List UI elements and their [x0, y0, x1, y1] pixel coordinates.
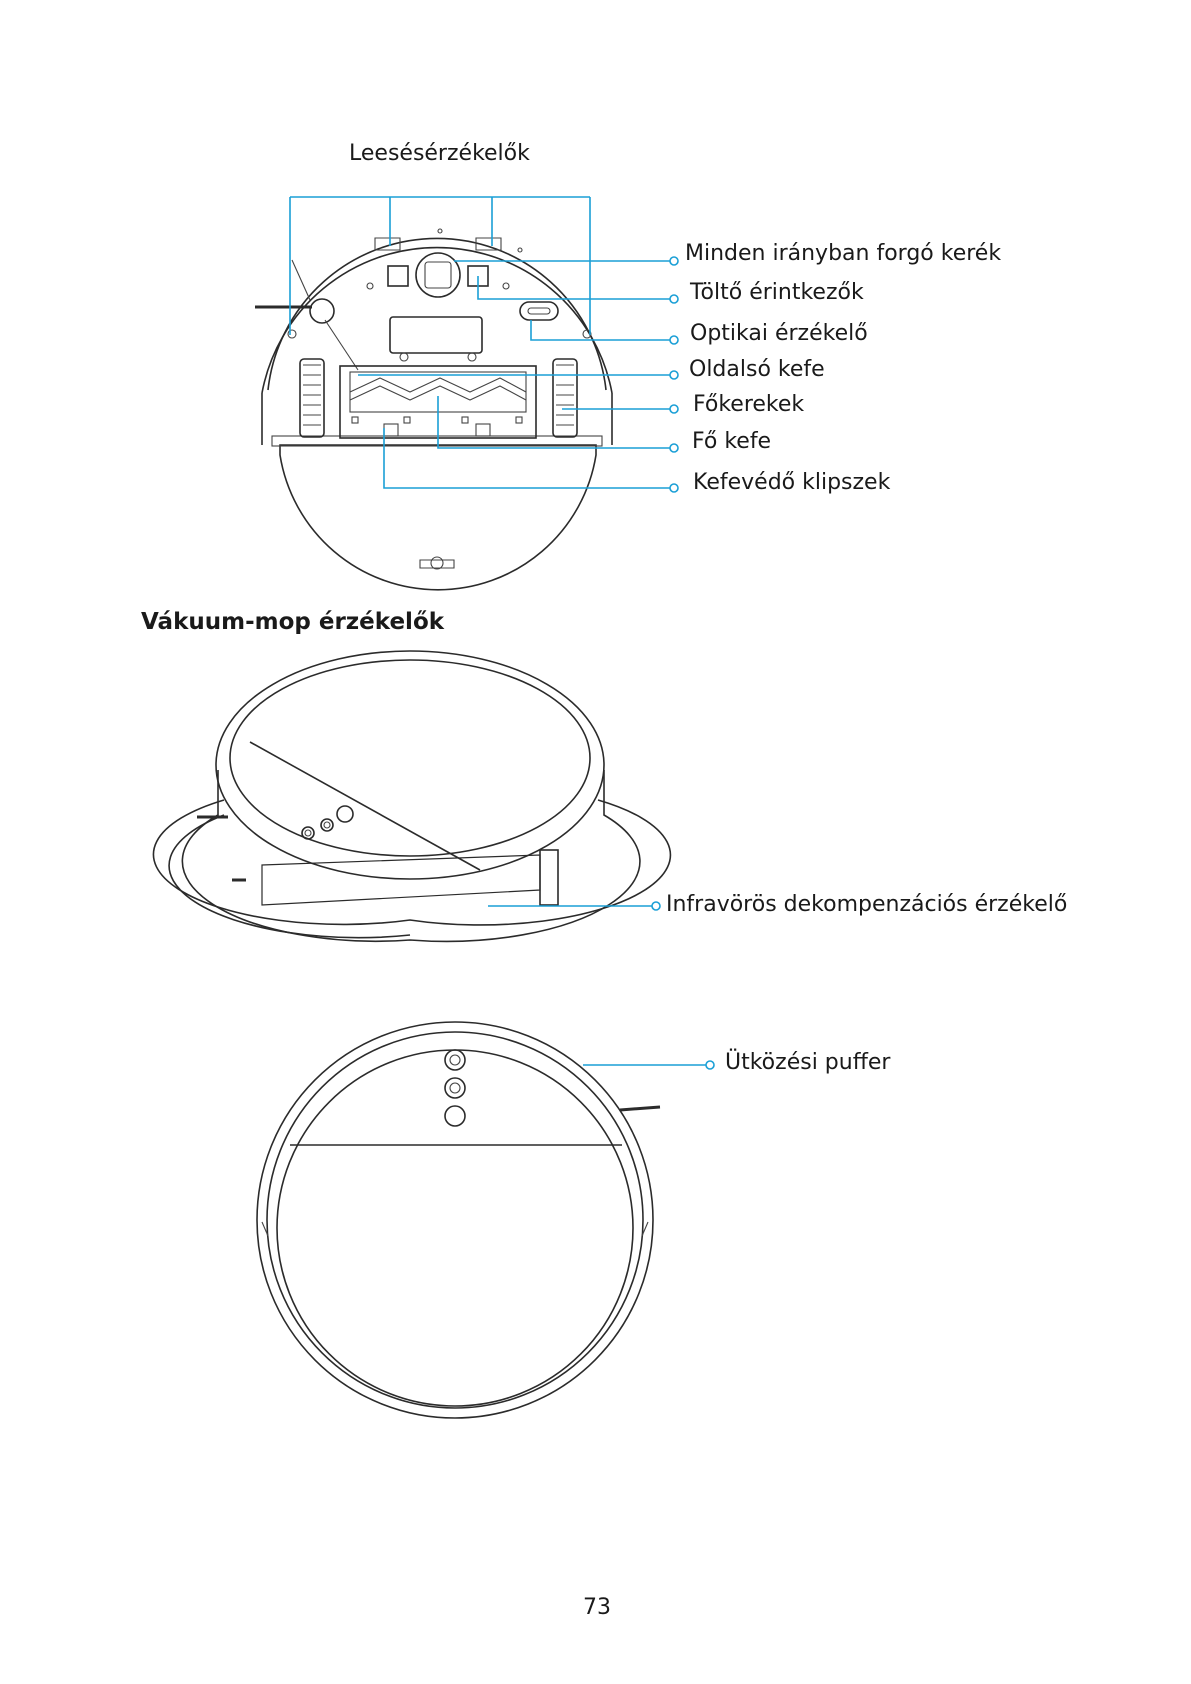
- callout-omni-wheel: Minden irányban forgó kerék: [685, 241, 1002, 266]
- callout-bumper: Ütközési puffer: [725, 1050, 891, 1075]
- callout-brush-guard-clips: Kefevédő klipszek: [693, 470, 891, 495]
- callout-lines: [290, 197, 678, 492]
- page-number: 73: [583, 1595, 611, 1620]
- callout-main-brush: Fő kefe: [692, 429, 772, 454]
- section-heading: Vákuum-mop érzékelők: [141, 609, 445, 635]
- callout-ir-sensor: Infravörös dekompenzációs érzékelő: [666, 892, 1068, 917]
- robot-top-view-drawing: [0, 1010, 1191, 1430]
- cliff-sensors-label: Leesésérzékelők: [349, 141, 530, 166]
- robot-bottom-view-figure: [0, 0, 1191, 600]
- callout-optical-sensor: Optikai érzékelő: [690, 321, 868, 346]
- callout-side-brush: Oldalsó kefe: [689, 357, 825, 382]
- callout-main-wheels: Főkerekek: [693, 392, 805, 417]
- callout-charging-contacts: Töltő érintkezők: [690, 280, 864, 305]
